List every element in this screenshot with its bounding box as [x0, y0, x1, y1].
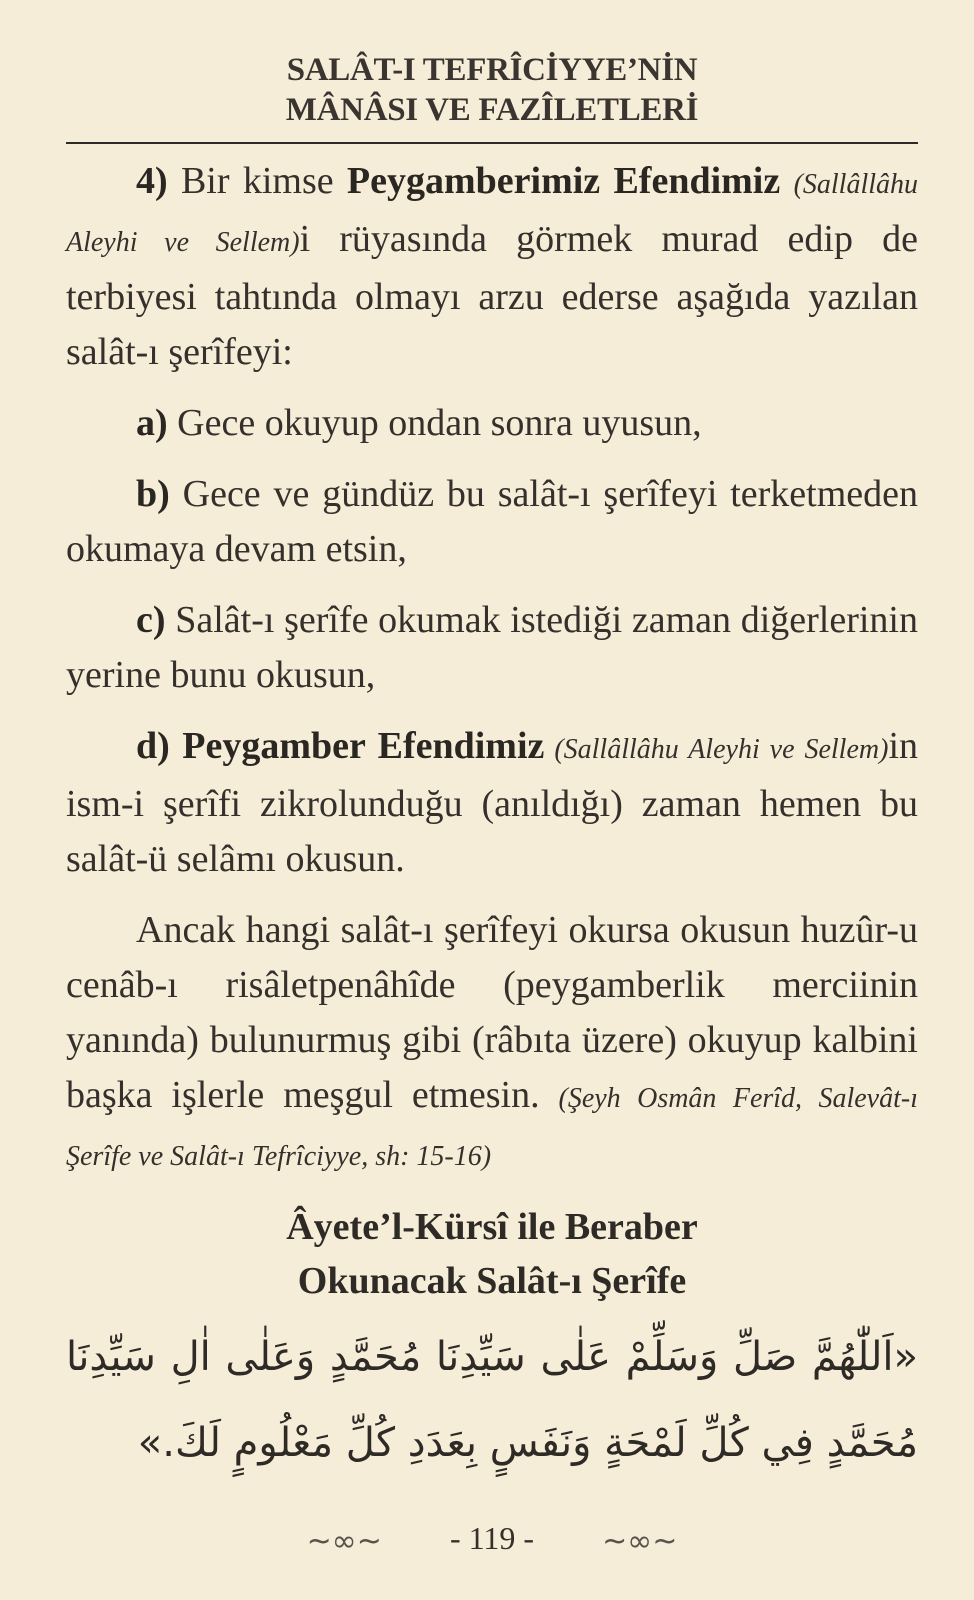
- item-text: Gece ve gündüz bu salât-ı şerîfeyi terketmeden okumaya devam etsin,: [66, 473, 918, 570]
- paragraph-ancak: [66, 903, 918, 1184]
- item-text: Salât-ı şerîfe okumak istediği zaman diğerlerinin yerine bunu okusun,: [66, 599, 918, 696]
- list-item-d: [66, 719, 918, 887]
- page-footer: [66, 1520, 918, 1559]
- list-item-b: [66, 467, 918, 577]
- header-rule: [66, 142, 918, 144]
- subtitle-line-1: Âyete’l-Kürsî ile Beraber: [286, 1206, 698, 1248]
- header-line-2: MÂNÂSI VE FAZÎLETLERİ: [285, 92, 699, 128]
- list-item-a: [66, 396, 918, 451]
- page-number: - 119 -: [449, 1520, 535, 1556]
- running-header: [66, 50, 918, 130]
- subtitle-line-2: Okunacak Salât-ı Şerîfe: [297, 1260, 687, 1302]
- honorific: (Sallâllâhu Aleyhi ve Sellem): [544, 734, 889, 765]
- body-text: [66, 154, 918, 1184]
- header-line-1: SALÂT-I TEFRÎCİYYE’NİN: [286, 52, 698, 88]
- item-label: a): [136, 402, 168, 444]
- item-label: b): [136, 473, 170, 515]
- paragraph-number: 4): [136, 160, 168, 202]
- paragraph-text: Ancak hangi salât-ı şerîfeyi okursa okusun huzûr-u cenâb-ı risâletpenâhîde (peygamberlik merciinin yanında) bulunurmuş gibi (râbıta üzere) okuyup kalbini başka işlerle meşgul etmesin.: [66, 909, 918, 1116]
- section-subtitle: [66, 1200, 918, 1308]
- bold-phrase: Peygamberimiz Efendimiz: [346, 160, 781, 202]
- source-citation: (Şeyh Osmân Ferîd, Salevât-ı Şerîfe ve Salât-ı Tefrîciyye, sh: 15-16): [66, 1083, 918, 1172]
- paragraph-text-cont: i rüyasında görmek murad edip de terbiyesi tahtında olmayı arzu ederse aşağıda yazılan salât-ı şerîfeyi:: [66, 218, 918, 373]
- item-label: d): [136, 725, 170, 767]
- right-ornament-icon: ~∞~: [602, 1524, 678, 1560]
- bold-phrase: Peygamber Efendimiz: [169, 725, 545, 767]
- item-label: c): [136, 599, 166, 641]
- item-text: in ism-i şerîfi zikrolunduğu (anıldığı) zaman hemen bu salât-ü selâmı okusun.: [66, 725, 918, 880]
- item-text: Gece okuyup ondan sonra uyusun,: [167, 402, 702, 444]
- left-ornament-icon: ~∞~: [306, 1524, 382, 1560]
- arabic-prayer: «اَللّٰهُمَّ صَلِّ وَسَلِّمْ عَلٰى سَيِّدِنَا مُحَمَّدٍ وَعَلٰى اٰلِ سَيِّدِنَا مُحَمَّدٍ فِي كُلِّ لَمْحَةٍ وَنَفَسٍ بِعَدَدِ كُلِّ مَعْلُومٍ لَكَ.»: [66, 1334, 918, 1466]
- paragraph-text: Bir kimse: [167, 160, 347, 202]
- book-page: [66, 50, 918, 1580]
- list-item-c: [66, 593, 918, 703]
- honorific: (Sallâllâhu Aleyhi ve Sellem): [66, 169, 919, 258]
- paragraph-4: [66, 154, 918, 380]
